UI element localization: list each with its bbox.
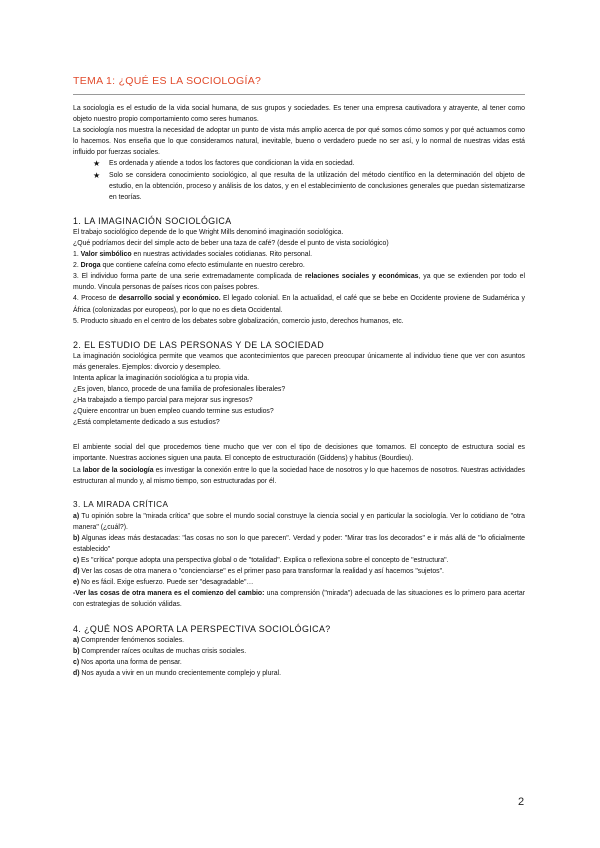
- title-divider: [73, 94, 525, 95]
- s3-item-f: -Ver las cosas de otra manera es el comienzo del cambio: una comprensión ("mirada") adecuada de las situaciones es lo primero para acertar con estrategias de solución válidas.: [73, 590, 525, 609]
- s3-item-e: e) No es fácil. Exige esfuerzo. Puede ser "desagradable"…: [73, 579, 254, 587]
- s1-item-4: 4. Proceso de desarrollo social y económico. El legado colonial. En la actualidad, el café que se bebe en Occidente proviene de Sudamérica y África (colonizadas por europeos), por lo que no es dieta Occidental.: [73, 295, 525, 314]
- s4-item-a: a) Comprender fenómenos sociales.: [73, 636, 185, 644]
- section-heading-3: 3. LA MIRADA CRÍTICA: [73, 499, 169, 509]
- s2-paragraph-1: La imaginación sociológica permite que veamos que acontecimientos que parecen preocupar únicamente al individuo tiene que ver con asuntos más generales. Ejemplos: divorcio y desempleo.: [73, 352, 525, 371]
- s1-item-3: 3. El individuo forma parte de una serie extremadamente complicada de relaciones sociales y económicas, ya que se extienden por todo el mundo. Vincula personas de países ricos con países pobres.: [73, 273, 525, 292]
- section-heading-2: 2. EL ESTUDIO DE LAS PERSONAS Y DE LA SOCIEDAD: [73, 339, 325, 350]
- s2-question-1: ¿Es joven, blanco, procede de una familia de profesionales liberales?: [73, 385, 286, 393]
- s1-item-5: 5. Producto situado en el centro de los debates sobre globalización, comercio justo, derechos humanos, etc.: [73, 317, 404, 325]
- intro-bullet: ★ Solo se considera conocimiento sociológico, al que resulta de la utilización del método científico en la determinación del objeto de estudio, en la obtención, proceso y análisis de los datos, y en el establecimiento de conclusiones generales que puedan sistematizarse en teorías.: [93, 170, 525, 201]
- intro-paragraph-1: La sociología es el estudio de la vida social humana, de sus grupos y sociedades. Es tener una empresa cautivadora y atrayente, al tener como objeto nuestro propio comportamiento como seres humanos.: [73, 105, 525, 124]
- s4-item-b: b) Comprender raíces ocultas de muchas crisis sociales.: [73, 647, 247, 655]
- s2-line-2: Intenta aplicar la imaginación sociológica a tu propia vida.: [73, 374, 250, 382]
- s3-item-b: b) Algunas ideas más destacadas: "las cosas no son lo que parecen". Verdad y poder: "Mirar tras los decorados" e ir más allá de "lo oficialmente establecido": [73, 534, 525, 553]
- page-number: 2: [518, 796, 525, 808]
- s3-item-d: d) Ver las cosas de otra manera o "concienciarse" es el primer paso para transformar la realidad y así hacemos "sujetos".: [73, 568, 444, 576]
- s1-item-1: 1. Valor simbólico en nuestras actividades sociales cotidianas. Rito personal.: [73, 251, 313, 259]
- s3-item-c: c) Es "crítica" porque adopta una perspectiva global o de "totalidad". Explica o reflexiona sobre el concepto de "estructura".: [73, 557, 449, 565]
- s4-item-d: d) Nos ayuda a vivir en un mundo crecientemente complejo y plural.: [73, 669, 281, 677]
- section-heading-1: 1. LA IMAGINACIÓN SOCIOLÓGICA: [73, 215, 232, 226]
- s1-item-2: 2. Droga que contiene cafeína como efecto estimulante en nuestro cerebro.: [73, 262, 305, 270]
- s2-question-4: ¿Está completamente dedicado a sus estudios?: [73, 419, 220, 427]
- s2-question-3: ¿Quiere encontrar un buen empleo cuando termine sus estudios?: [73, 408, 274, 416]
- intro-bullet-list: [73, 158, 525, 202]
- s1-line-2: ¿Qué podríamos decir del simple acto de beber una taza de café? (desde el punto de vista sociológico): [73, 239, 389, 247]
- page-title: TEMA 1: ¿QUÉ ES LA SOCIOLOGÍA?: [73, 75, 262, 87]
- document-body: [73, 103, 525, 679]
- s2-paragraph-3: La labor de la sociología es investigar la conexión entre lo que la sociedad hace de nosotros y lo que hacemos de nosotros. Nuestras actividades estructuran al mundo y, al mismo tiempo, son estructuradas por él.: [73, 466, 525, 485]
- s3-item-a: a) Tu opinión sobre la "mirada crítica" que sobre el mundo social construye la ciencia social y en particular la sociología. Ver lo cotidiano de "otra manera" (¿cuál?).: [73, 512, 525, 531]
- intro-paragraph-2: La sociología nos muestra la necesidad de adoptar un punto de vista más amplio acerca de por qué somos cómo somos y por qué actuamos como lo hacemos. Nos enseña que lo que consideramos natural, inevitable, bueno o verdadero puede no ser así, y lo normal de nuestras vidas está influido por fuerzas sociales.: [73, 127, 525, 157]
- s4-item-c: c) Nos aporta una forma de pensar.: [73, 658, 182, 666]
- s1-line-1: El trabajo sociológico depende de lo que Wright Mills denominó imaginación sociológica.: [73, 228, 344, 236]
- s2-question-2: ¿Ha trabajado a tiempo parcial para mejorar sus ingresos?: [73, 397, 253, 405]
- section-heading-4: 4. ¿QUÉ NOS APORTA LA PERSPECTIVA SOCIOLÓGICA?: [73, 623, 331, 634]
- star-icon: ★: [93, 170, 101, 180]
- intro-bullet: ★ Es ordenada y atiende a todos los factores que condicionan la vida en sociedad.: [93, 159, 355, 169]
- s2-paragraph-2: El ambiente social del que procedemos tiene mucho que ver con el tipo de decisiones que tomamos. El concepto de estructura social es importante. Nuestras acciones siguen una pauta. El concepto de estructuración (Giddens) y habitus (Bourdieu).: [73, 444, 525, 463]
- star-icon: ★: [93, 159, 101, 169]
